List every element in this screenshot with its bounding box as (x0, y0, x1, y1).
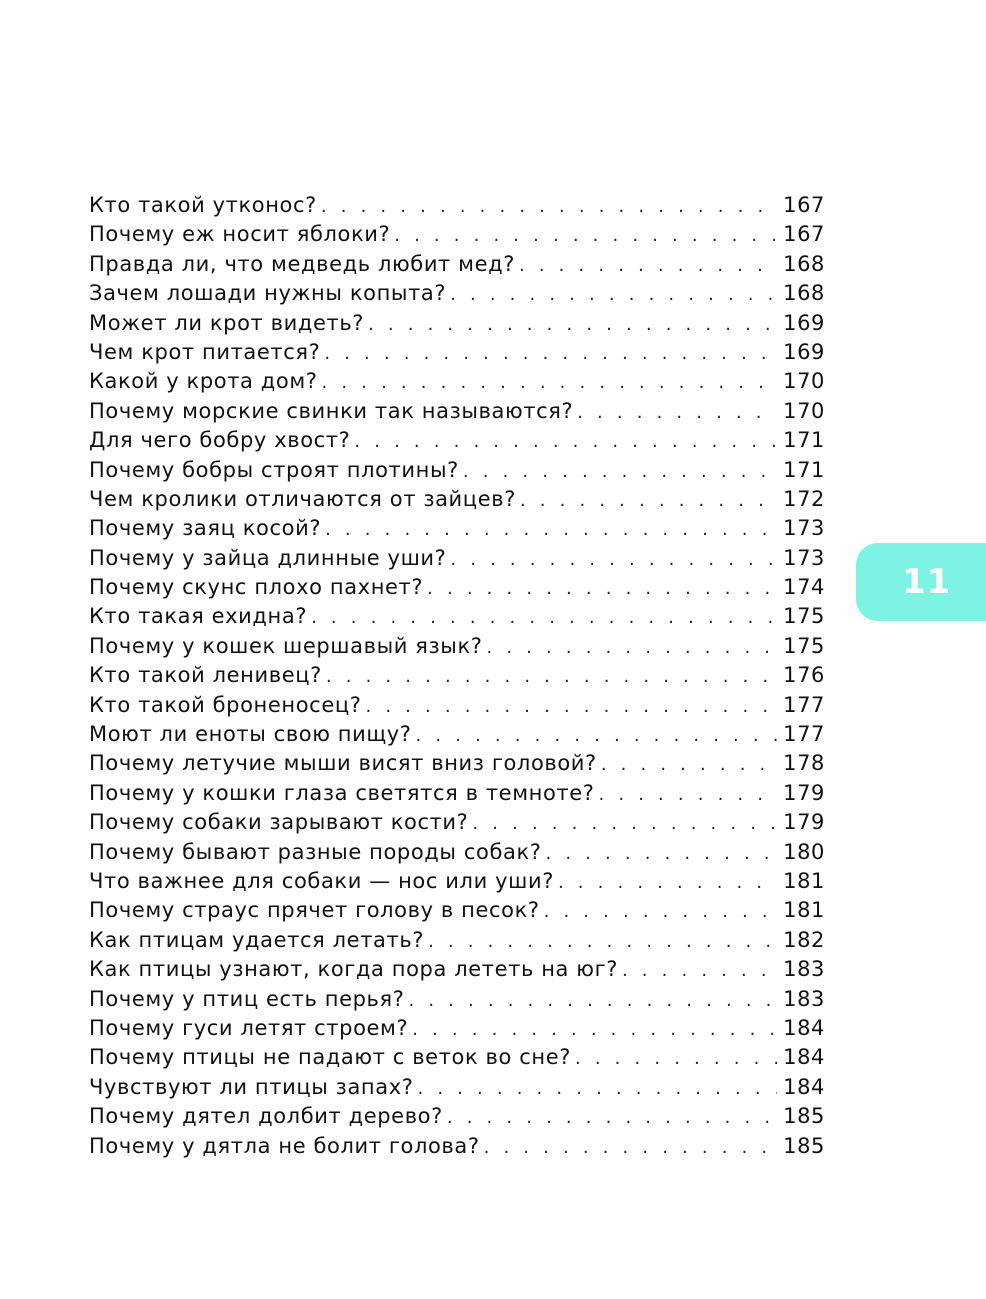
table-of-contents (89, 191, 825, 1161)
toc-entry (89, 309, 825, 338)
toc-dot-leader (311, 603, 777, 632)
toc-dot-leader (417, 1074, 777, 1103)
toc-dot-leader (447, 1103, 777, 1132)
toc-dot-leader (599, 780, 778, 809)
toc-dot-leader (575, 1044, 777, 1073)
toc-entry-page: 174 (783, 575, 825, 600)
toc-entry (89, 456, 825, 485)
toc-entry-title: Почему еж носит яблоки? (89, 222, 391, 247)
toc-entry (89, 338, 825, 367)
toc-entry-title: Почему у зайца длинные уши? (89, 545, 447, 570)
toc-entry (89, 191, 825, 220)
toc-entry-title: Почему скунс плохо пахнет? (89, 575, 424, 600)
toc-entry-page: 185 (783, 1104, 825, 1129)
toc-entry (89, 808, 825, 837)
toc-entry-title: Кто такая ехидна? (89, 604, 308, 629)
toc-entry (89, 1043, 825, 1072)
toc-entry (89, 279, 825, 308)
toc-entry-page: 176 (783, 663, 825, 688)
toc-entry-title: Почему гуси летят строем? (89, 1015, 409, 1040)
toc-entry-title: Почему заяц косой? (89, 516, 322, 541)
toc-entry-title: Кто такой броненосец? (89, 692, 362, 717)
toc-entry (89, 632, 825, 661)
toc-entry-page: 180 (783, 839, 825, 864)
toc-entry (89, 250, 825, 279)
toc-entry-title: Как птицам удается летать? (89, 927, 425, 952)
toc-dot-leader (321, 192, 777, 221)
toc-entry-page: 183 (783, 986, 825, 1011)
toc-entry-title: Чувствуют ли птицы запах? (89, 1074, 414, 1099)
toc-entry-page: 184 (783, 1045, 825, 1070)
toc-entry-page: 181 (783, 898, 825, 923)
toc-entry-title: Почему страус прячет голову в песок? (89, 898, 540, 923)
toc-dot-leader (427, 574, 777, 603)
toc-entry-title: Кто такой ленивец? (89, 663, 322, 688)
toc-dot-leader (546, 839, 778, 868)
toc-entry-title: Какой у крота дом? (89, 369, 318, 394)
toc-entry-page: 168 (783, 281, 825, 306)
toc-entry-page: 184 (783, 1015, 825, 1040)
toc-entry (89, 1014, 825, 1043)
toc-entry (89, 838, 825, 867)
toc-entry-page: 172 (783, 486, 825, 511)
toc-dot-leader (622, 956, 777, 985)
toc-entry (89, 720, 825, 749)
toc-entry (89, 220, 825, 249)
toc-dot-leader (486, 633, 777, 662)
toc-dot-leader (484, 1133, 777, 1162)
toc-entry-page: 168 (783, 251, 825, 276)
toc-entry-page: 173 (783, 516, 825, 541)
toc-dot-leader (326, 662, 777, 691)
toc-dot-leader (520, 486, 777, 515)
toc-entry-title: Моют ли еноты свою пищу? (89, 722, 412, 747)
toc-entry (89, 1102, 825, 1131)
toc-entry (89, 779, 825, 808)
toc-dot-leader (450, 545, 777, 574)
toc-entry-page: 179 (783, 810, 825, 835)
page-number: 11 (902, 562, 952, 602)
toc-entry-title: Чем крот питается? (89, 339, 321, 364)
toc-dot-leader (450, 280, 777, 309)
toc-dot-leader (324, 339, 777, 368)
toc-dot-leader (428, 927, 777, 956)
toc-entry-page: 179 (783, 780, 825, 805)
toc-entry-title: Почему у птиц есть перья? (89, 986, 405, 1011)
toc-entry (89, 926, 825, 955)
toc-entry (89, 514, 825, 543)
toc-entry-page: 175 (783, 604, 825, 629)
toc-dot-leader (368, 310, 777, 339)
toc-entry-page: 183 (783, 957, 825, 982)
toc-entry-title: Почему у дятла не болит голова? (89, 1133, 480, 1158)
toc-entry-page: 170 (783, 398, 825, 423)
toc-entry-title: Почему летучие мыши висят вниз головой? (89, 751, 597, 776)
toc-dot-leader (601, 750, 777, 779)
toc-entry-page: 177 (783, 692, 825, 717)
toc-entry-page: 181 (783, 868, 825, 893)
toc-entry-title: Может ли крот видеть? (89, 310, 365, 335)
toc-entry-page: 170 (783, 369, 825, 394)
toc-entry (89, 1132, 825, 1161)
toc-entry-title: Почему бобры строят плотины? (89, 457, 459, 482)
toc-dot-leader (394, 221, 777, 250)
toc-entry-page: 175 (783, 633, 825, 658)
toc-entry-page: 171 (783, 428, 825, 453)
toc-entry-page: 169 (783, 310, 825, 335)
toc-entry-page: 167 (783, 193, 825, 217)
toc-entry-page: 178 (783, 751, 825, 776)
toc-entry (89, 544, 825, 573)
toc-entry (89, 896, 825, 925)
toc-entry-title: Зачем лошади нужны копыта? (89, 281, 447, 306)
toc-entry-page: 171 (783, 457, 825, 482)
toc-entry (89, 485, 825, 514)
toc-entry-page: 184 (783, 1074, 825, 1099)
toc-entry-page: 177 (783, 722, 825, 747)
toc-entry-page: 185 (783, 1133, 825, 1158)
toc-dot-leader (366, 692, 778, 721)
toc-dot-leader (354, 427, 777, 456)
toc-entry (89, 397, 825, 426)
toc-dot-leader (544, 897, 777, 926)
toc-entry-title: Почему дятел долбит дерево? (89, 1104, 443, 1129)
toc-entry-title: Как птицы узнают, когда пора лететь на юг? (89, 957, 618, 982)
toc-entry-title: Чем кролики отличаются от зайцев? (89, 486, 516, 511)
toc-entry-title: Правда ли, что медведь любит мед? (89, 251, 515, 276)
toc-dot-leader (577, 398, 777, 427)
toc-entry (89, 573, 825, 602)
toc-entry (89, 691, 825, 720)
toc-entry (89, 749, 825, 778)
toc-entry-title: Почему у кошек шершавый язык? (89, 633, 483, 658)
toc-entry (89, 426, 825, 455)
toc-dot-leader (325, 515, 777, 544)
page-number-tab (856, 543, 986, 621)
toc-entry (89, 602, 825, 631)
toc-dot-leader (519, 251, 777, 280)
toc-dot-leader (408, 986, 777, 1015)
toc-entry (89, 955, 825, 984)
toc-entry (89, 985, 825, 1014)
toc-entry-title: Почему собаки зарывают кости? (89, 810, 469, 835)
toc-entry-page: 167 (783, 222, 825, 247)
toc-entry-title: Почему у кошки глаза светятся в темноте? (89, 780, 595, 805)
toc-entry (89, 1073, 825, 1102)
toc-entry-page: 182 (783, 927, 825, 952)
toc-entry-title: Почему бывают разные породы собак? (89, 839, 542, 864)
toc-entry-title: Для чего бобру хвост? (89, 428, 351, 453)
toc-entry-title: Почему морские свинки так называются? (89, 398, 574, 423)
toc-entry-page: 169 (783, 339, 825, 364)
toc-entry-title: Почему птицы не падают с веток во сне? (89, 1045, 571, 1070)
toc-entry (89, 367, 825, 396)
toc-dot-leader (416, 721, 778, 750)
toc-dot-leader (558, 868, 777, 897)
toc-entry (89, 867, 825, 896)
toc-dot-leader (322, 368, 778, 397)
toc-dot-leader (472, 809, 777, 838)
toc-entry-page: 173 (783, 545, 825, 570)
toc-entry (89, 661, 825, 690)
toc-entry-title: Кто такой утконос? (89, 193, 317, 217)
toc-dot-leader (412, 1015, 777, 1044)
toc-entry-title: Что важнее для собаки — нос или уши? (89, 868, 554, 893)
toc-dot-leader (463, 457, 777, 486)
